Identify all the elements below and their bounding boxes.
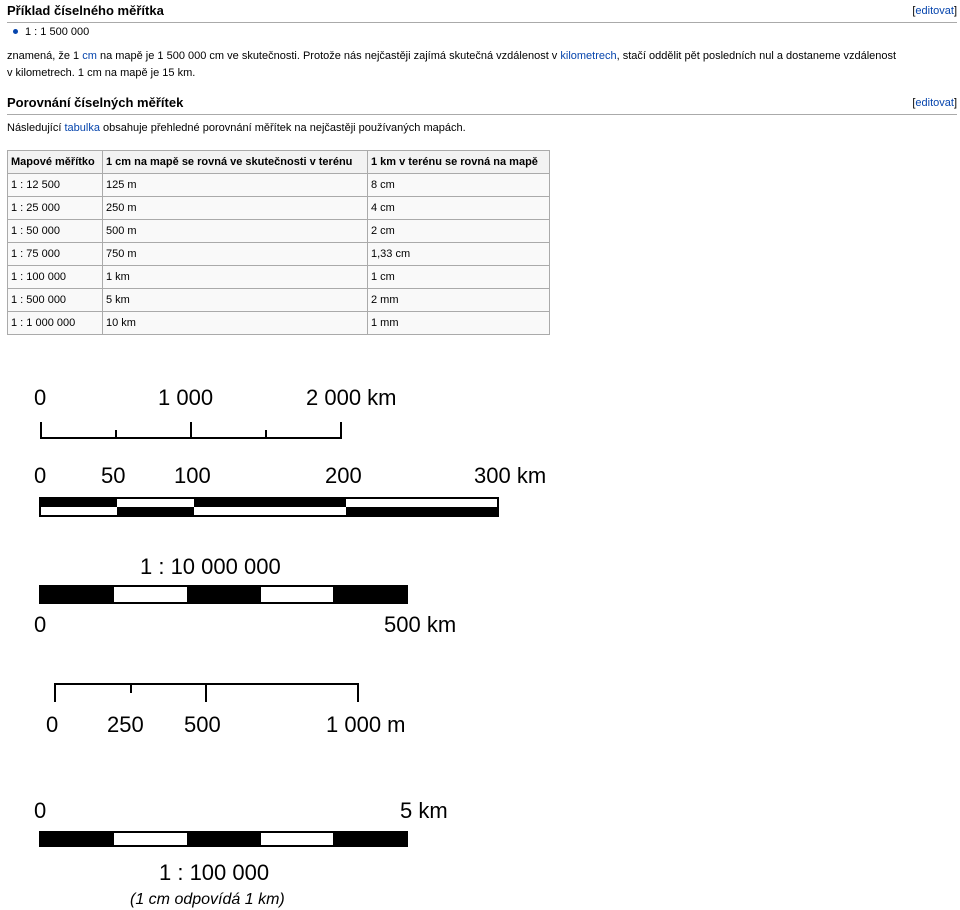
edit-link[interactable]: editovat	[915, 5, 954, 17]
scale-label: 0	[34, 385, 47, 410]
column-header: 1 cm na mapě se rovná ve skutečnosti v terénu	[103, 151, 368, 174]
table-cell: 250 m	[103, 197, 368, 220]
scale-example: 1 : 1 500 000	[25, 26, 90, 38]
scale-bar-double-2	[34, 463, 546, 516]
link-cm[interactable]: cm	[82, 50, 97, 62]
scale-label: 5 km	[400, 798, 448, 823]
table-cell: 8 cm	[368, 174, 550, 197]
scale-label: 50	[101, 463, 126, 488]
table-cell: 1 : 75 000	[8, 243, 103, 266]
scale-label: 500 km	[384, 612, 457, 637]
table-cell: 1 : 25 000	[8, 197, 103, 220]
scale-label: 200	[325, 463, 362, 488]
edit-link[interactable]: editovat	[915, 97, 954, 109]
table-cell: 1 cm	[368, 266, 550, 289]
table-row	[8, 312, 550, 335]
scale-title: 1 : 100 000	[159, 860, 270, 885]
table-cell: 500 m	[103, 220, 368, 243]
section-header-comparison	[7, 94, 957, 115]
table-header-row	[8, 151, 550, 174]
table-row	[8, 266, 550, 289]
section-header-example	[7, 2, 957, 23]
scale-label: 0	[34, 463, 47, 488]
edit-link-example: [editovat]	[912, 5, 957, 17]
scale-label: 500	[184, 712, 221, 737]
para-text: , stačí oddělit pět posledních nul a dostaneme vzdálenost	[616, 50, 897, 62]
intro-text: obsahuje přehledné porovnání měřítek na nejčastěji používaných mapách.	[99, 122, 466, 134]
bullet-icon	[13, 29, 18, 34]
scale-label: 1 000 m	[326, 712, 406, 737]
table-cell: 750 m	[103, 243, 368, 266]
example-paragraph	[7, 48, 957, 82]
scale-label: 300 km	[474, 463, 547, 488]
section-title-comparison: Porovnání číselných měřítek	[7, 95, 184, 110]
scale-bar-single-3	[34, 554, 456, 637]
table-cell: 125 m	[103, 174, 368, 197]
scale-label: 250	[107, 712, 144, 737]
table-cell: 1 : 1 000 000	[8, 312, 103, 335]
scale-label: 0	[46, 712, 59, 737]
comparison-intro	[7, 120, 957, 137]
scale-title: 1 : 10 000 000	[140, 554, 281, 579]
table-row	[8, 197, 550, 220]
scale-label: 0	[34, 798, 47, 823]
column-header: 1 km v terénu se rovná na mapě	[368, 151, 550, 174]
table-cell: 1,33 cm	[368, 243, 550, 266]
table-cell: 4 cm	[368, 197, 550, 220]
table-cell: 1 : 500 000	[8, 289, 103, 312]
scale-label: 0	[34, 612, 47, 637]
scale-bar-line-1	[34, 385, 397, 439]
scale-label: 1 000	[158, 385, 214, 410]
para-text: znamená, že 1	[7, 50, 83, 62]
link-tabulka[interactable]: tabulka	[64, 122, 100, 134]
scale-note: (1 cm odpovídá 1 km)	[130, 891, 285, 908]
intro-text: Následující	[7, 122, 65, 134]
table-row	[8, 289, 550, 312]
table-row	[8, 243, 550, 266]
table-cell: 1 : 12 500	[8, 174, 103, 197]
table-cell: 2 cm	[368, 220, 550, 243]
table-cell: 1 : 100 000	[8, 266, 103, 289]
scale-bar-single-5	[34, 798, 448, 908]
scale-bar-line-4	[46, 683, 406, 737]
table-cell: 2 mm	[368, 289, 550, 312]
table-row	[8, 220, 550, 243]
scale-label: 100	[174, 463, 211, 488]
table-cell: 5 km	[103, 289, 368, 312]
para-text: na mapě je 1 500 000 cm ve skutečnosti. Protože nás nejčastěji zajímá skutečná vzdálenost v	[96, 50, 561, 62]
table-cell: 1 km	[103, 266, 368, 289]
column-header: Mapové měřítko	[8, 151, 103, 174]
table-cell: 10 km	[103, 312, 368, 335]
comparison-table	[7, 150, 550, 335]
edit-link-comparison: [editovat]	[912, 97, 957, 109]
para-text: v kilometrech. 1 cm na mapě je 15 km.	[7, 67, 196, 79]
scale-label: 2 000 km	[306, 385, 397, 410]
scale-bars-image	[0, 370, 600, 910]
table-cell: 1 : 50 000	[8, 220, 103, 243]
table-cell: 1 mm	[368, 312, 550, 335]
table-row	[8, 174, 550, 197]
section-title-example: Příklad číselného měřítka	[7, 3, 164, 18]
link-kilometrech[interactable]: kilometrech	[560, 50, 617, 62]
